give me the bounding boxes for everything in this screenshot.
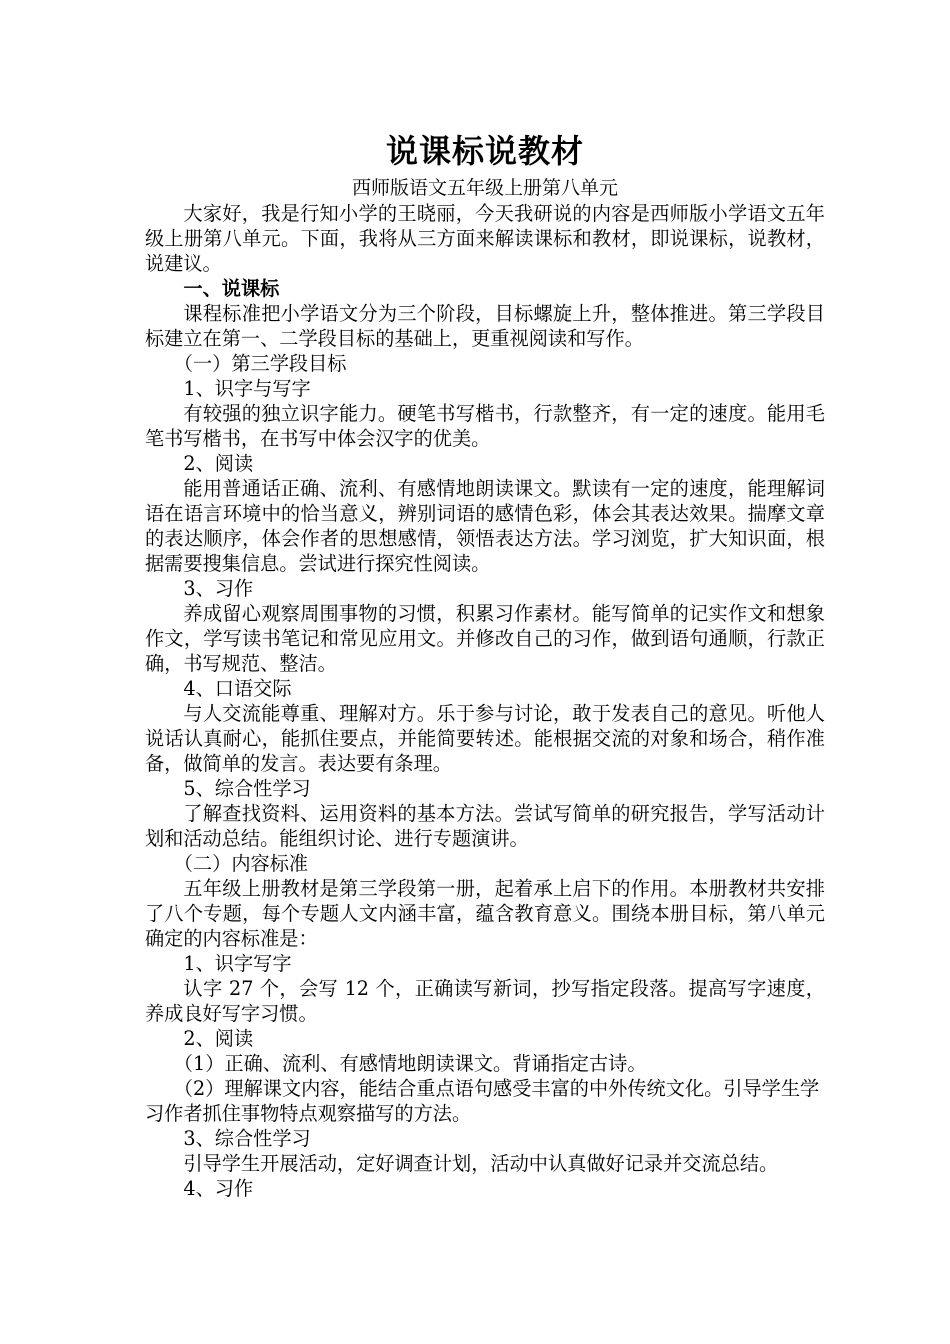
content-standards-intro: 五年级上册教材是第三学段第一册，起着承上启下的作用。本册教材共安排了八个专题，每个专题人文内涵丰富，蕴含教育意义。围绕本册目标，第八单元确定的内容标准是： xyxy=(145,877,825,950)
goal-text: 了解查找资料、运用资料的基本方法。尝试写简单的研究报告，学写活动计划和活动总结。能组织讨论、进行专题演讲。 xyxy=(145,802,825,850)
goal-text: 能用普通话正确、流利、有感情地朗读课文。默读有一定的速度，能理解词语在语言环境中的恰当意义，辨别词语的感情色彩，体会其表达效果。揣摩文章的表达顺序，体会作者的思想感情，领悟表达方法。学习浏览，扩大知识面，根据需要搜集信息。尝试进行探究性阅读。 xyxy=(145,477,825,575)
standard-label-literacy: 1、识字写字 xyxy=(183,952,292,975)
subsection-heading-content-standards: （二）内容标准 xyxy=(173,852,309,875)
goal-label: 5、综合性学习 xyxy=(183,777,311,800)
goal-label: 3、习作 xyxy=(183,577,254,600)
document-subtitle: 西师版语文五年级上册第八单元 xyxy=(351,177,618,199)
section-heading-curriculum: 一、说课标 xyxy=(183,277,280,300)
goal-text: 有较强的独立识字能力。硬笔书写楷书，行款整齐，有一定的速度。能用毛笔书写楷书，在书写中体会汉字的优美。 xyxy=(145,402,825,450)
goal-label: 1、识字与写字 xyxy=(183,377,311,400)
standard-text-literacy: 认字 27 个，会写 12 个，正确读写新词，抄写指定段落。提高写字速度，养成良好写字习惯。 xyxy=(145,977,825,1025)
document-title: 说课标说教材 xyxy=(385,132,584,170)
intro-paragraph: 大家好，我是行知小学的王晓丽，今天我研说的内容是西师版小学语文五年级上册第八单元。下面，我将从三方面来解读课标和教材，即说课标，说教材，说建议。 xyxy=(145,202,825,275)
standard-text-integrated: 引导学生开展活动，定好调查计划，活动中认真做好记录并交流总结。 xyxy=(183,1152,779,1175)
curriculum-intro-paragraph: 课程标准把小学语文分为三个阶段，目标螺旋上升，整体推进。第三学段目标建立在第一、二学段目标的基础上，更重视阅读和写作。 xyxy=(145,302,825,350)
standard-reading-point-2: （2）理解课文内容，能结合重点语句感受丰富的中外传统文化。引导学生学习作者抓住事物特点观察描写的方法。 xyxy=(145,1077,820,1125)
goal-label: 2、阅读 xyxy=(183,452,254,475)
standard-reading-point-1: （1）正确、流利、有感情地朗读课文。背诵指定古诗。 xyxy=(173,1052,647,1075)
document-page xyxy=(145,128,825,1201)
subsection-heading-stage-goals: （一）第三学段目标 xyxy=(173,352,347,375)
goal-text: 与人交流能尊重、理解对方。乐于参与讨论，敢于发表自己的意见。听他人说话认真耐心，能抓住要点，并能简要转述。能根据交流的对象和场合，稍作准备，做简单的发言。表达要有条理。 xyxy=(145,702,825,775)
standard-label-integrated: 3、综合性学习 xyxy=(183,1127,311,1150)
standard-label-writing: 4、习作 xyxy=(183,1177,254,1200)
standard-label-reading: 2、阅读 xyxy=(183,1027,254,1050)
goal-label: 4、口语交际 xyxy=(183,677,292,700)
goal-text: 养成留心观察周围事物的习惯，积累习作素材。能写简单的记实作文和想象作文，学写读书笔记和常见应用文。并修改自己的习作，做到语句通顺，行款正确，书写规范、整洁。 xyxy=(145,602,825,675)
